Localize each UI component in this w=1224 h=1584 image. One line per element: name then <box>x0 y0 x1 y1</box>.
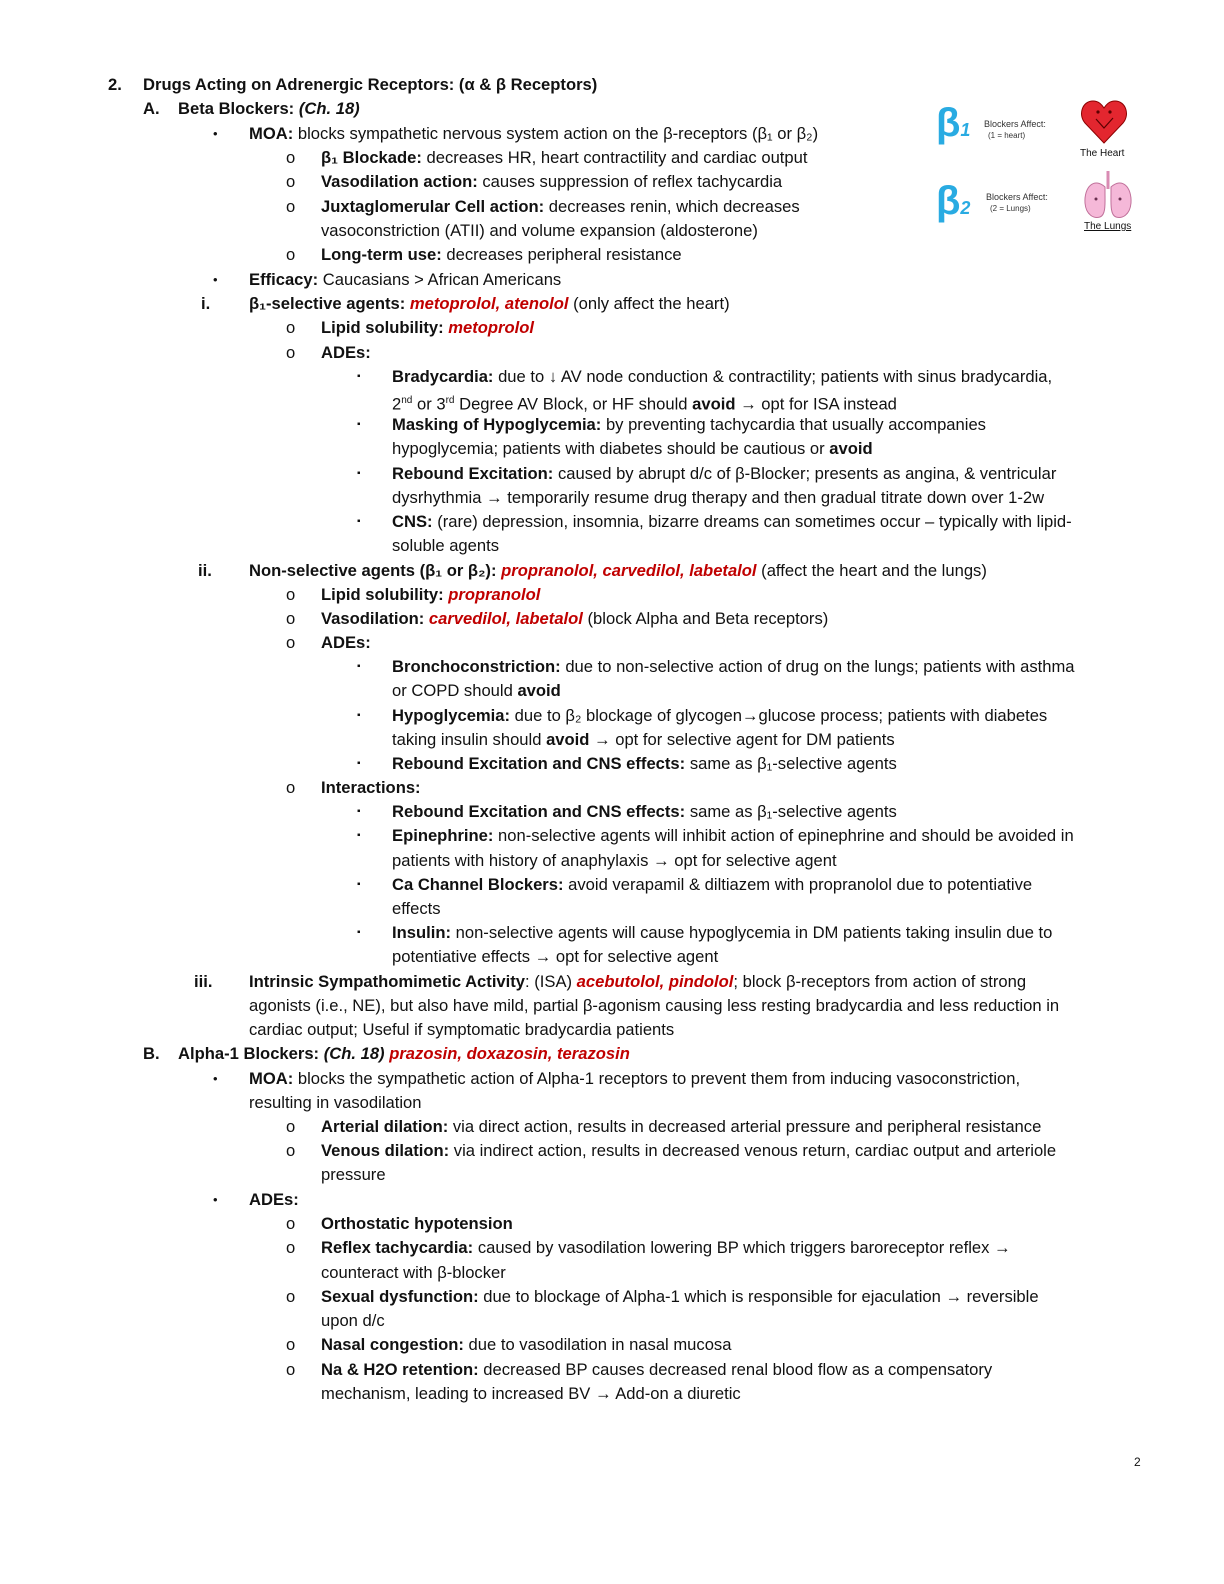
square-marker: ▪ <box>357 806 361 817</box>
alpha-moa-item: Arterial dilation: via direct action, results in decreased arterial pressure and peripheral resistance <box>321 1117 1042 1136</box>
beta2-key: (2 = Lungs) <box>990 204 1031 213</box>
interaction-item: Epinephrine: non-selective agents will inhibit action of epinephrine and should be avoided in <box>392 826 1074 845</box>
section-a-letter: A. <box>143 99 160 118</box>
nonselective-agents-line: Non-selective agents (β₁ or β₂): propranolol, carvedilol, labetalol (affect the heart and the lungs) <box>249 561 987 580</box>
alpha-ade-item-continued: mechanism, leading to increased BV → Add-on a diuretic <box>321 1384 741 1403</box>
lungs-icon <box>1082 169 1134 221</box>
interaction-item-continued: potentiative effects → opt for selective agent <box>392 947 719 966</box>
lipid-solubility-line: Lipid solubility: propranolol <box>321 585 541 604</box>
moa-item: Juxtaglomerular Cell action: decreases renin, which decreases <box>321 197 800 216</box>
bullet-marker: • <box>213 1071 218 1086</box>
ades-label: ADEs: <box>321 343 371 362</box>
ade-item: Rebound Excitation: caused by abrupt d/c of β-Blocker; presents as angina, & ventricular <box>392 464 1057 483</box>
heading-title: Drugs Acting on Adrenergic Receptors: (α & β Receptors) <box>143 75 598 94</box>
ade-item: Bronchoconstriction: due to non-selective action of drug on the lungs; patients with asthma <box>392 657 1075 676</box>
roman-ii: ii. <box>198 561 212 580</box>
interactions-label: Interactions: <box>321 778 421 797</box>
square-marker: ▪ <box>357 830 361 841</box>
square-marker: ▪ <box>357 468 361 479</box>
beta1-caption: Blockers Affect: <box>984 119 1046 129</box>
isa-line-3: cardiac output; Useful if symptomatic bradycardia patients <box>249 1020 675 1039</box>
square-marker: ▪ <box>357 419 361 430</box>
moa-line: MOA: blocks sympathetic nervous system action on the β-receptors (β₁ or β₂) <box>249 124 819 143</box>
circle-marker: o <box>286 1335 296 1354</box>
beta-receptor-figure <box>930 95 1140 235</box>
alpha-moa-line: MOA: blocks the sympathetic action of Alpha-1 receptors to prevent them from inducing vasoconstriction, <box>249 1069 1021 1088</box>
circle-marker: o <box>286 633 296 652</box>
isa-line: Intrinsic Sympathomimetic Activity: (ISA) acebutolol, pindolol; block β-receptors from action of strong <box>249 972 1027 991</box>
square-marker: ▪ <box>357 661 361 672</box>
ade-item: Rebound Excitation and CNS effects: same as β₁-selective agents <box>392 754 897 773</box>
vasodilation-line: Vasodilation: carvedilol, labetalol (block Alpha and Beta receptors) <box>321 609 829 628</box>
section-a-chapter: (Ch. 18) <box>298 99 360 118</box>
ade-item-continued: 2nd or 3rd Degree AV Block, or HF should avoid → opt for ISA instead <box>392 394 897 414</box>
interaction-item: Insulin: non-selective agents will cause hypoglycemia in DM patients taking insulin due to <box>392 923 1053 942</box>
alpha-ade-item: Na & H2O retention: decreased BP causes decreased renal blood flow as a compensatory <box>321 1360 993 1379</box>
ade-item: Bradycardia: due to ↓ AV node conduction & contractility; patients with sinus bradycardia, <box>392 367 1053 386</box>
section-b-heading: Alpha-1 Blockers: (Ch. 18) prazosin, doxazosin, terazosin <box>178 1044 630 1063</box>
ade-item-continued: or COPD should avoid <box>392 681 561 700</box>
beta1-key: (1 = heart) <box>988 131 1026 140</box>
square-marker: ▪ <box>357 371 361 382</box>
square-marker: ▪ <box>357 710 361 721</box>
moa-item: Vasodilation action: causes suppression of reflex tachycardia <box>321 172 783 191</box>
page-number: 2 <box>1134 1455 1141 1469</box>
ade-item-continued: taking insulin should avoid → opt for selective agent for DM patients <box>392 730 895 749</box>
heart-icon <box>1080 97 1128 147</box>
isa-line-2: agonists (i.e., NE), but also have mild, partial β-agonism causing less resting bradycardia and less reduction in <box>249 996 1060 1015</box>
interaction-item: Rebound Excitation and CNS effects: same as β₁-selective agents <box>392 802 897 821</box>
moa-item: β₁ Blockade: decreases HR, heart contractility and cardiac output <box>321 148 808 167</box>
lungs-label: The Lungs <box>1084 221 1132 232</box>
beta1-symbol: β1 <box>936 101 971 145</box>
section-a-title: Beta Blockers: <box>178 99 295 118</box>
alpha-moa-item-continued: pressure <box>321 1165 386 1184</box>
bullet-marker: • <box>213 272 218 287</box>
circle-marker: o <box>286 1287 296 1306</box>
alpha-moa-item: Venous dilation: via indirect action, results in decreased venous return, cardiac output and arteriole <box>321 1141 1057 1160</box>
beta2-symbol: β2 <box>936 179 971 223</box>
heart-label: The Heart <box>1080 148 1125 159</box>
alpha-ade-item: Sexual dysfunction: due to blockage of Alpha-1 which is responsible for ejaculation → reversible <box>321 1287 1039 1306</box>
roman-i: i. <box>201 294 211 313</box>
circle-marker: o <box>286 197 296 216</box>
interaction-item-continued: effects <box>392 899 441 918</box>
circle-marker: o <box>286 585 296 604</box>
bullet-marker: • <box>213 126 218 141</box>
ade-item: Masking of Hypoglycemia: by preventing tachycardia that usually accompanies <box>392 415 986 434</box>
section-b-letter: B. <box>143 1044 160 1063</box>
roman-iii: iii. <box>194 972 213 991</box>
circle-marker: o <box>286 1117 296 1136</box>
moa-item-continued: vasoconstriction (ATII) and volume expansion (aldosterone) <box>321 221 758 240</box>
square-marker: ▪ <box>357 927 361 938</box>
alpha-ade-item: Nasal congestion: due to vasodilation in nasal mucosa <box>321 1335 732 1354</box>
square-marker: ▪ <box>357 516 361 527</box>
circle-marker: o <box>286 778 296 797</box>
alpha-ade-item-continued: counteract with β-blocker <box>321 1263 506 1282</box>
circle-marker: o <box>286 609 296 628</box>
alpha-ades-label: ADEs: <box>249 1190 299 1209</box>
lipid-solubility-line: Lipid solubility: metoprolol <box>321 318 534 337</box>
ade-item: Hypoglycemia: due to β₂ blockage of glycogen→glucose process; patients with diabetes <box>392 706 1048 725</box>
square-marker: ▪ <box>357 758 361 769</box>
interaction-item-continued: patients with history of anaphylaxis → opt for selective agent <box>392 851 837 870</box>
alpha-moa-line-2: resulting in vasodilation <box>249 1093 422 1112</box>
efficacy-line: Efficacy: Caucasians > African Americans <box>249 270 562 289</box>
bullet-marker: • <box>213 1192 218 1207</box>
circle-marker: o <box>286 1141 296 1160</box>
heading-number: 2. <box>108 75 122 94</box>
ade-item-continued: hypoglycemia; patients with diabetes should be cautious or avoid <box>392 439 873 458</box>
alpha-ade-item-continued: upon d/c <box>321 1311 385 1330</box>
circle-marker: o <box>286 1360 296 1379</box>
circle-marker: o <box>286 318 296 337</box>
alpha-ade-item: Orthostatic hypotension <box>321 1214 513 1233</box>
circle-marker: o <box>286 343 296 362</box>
circle-marker: o <box>286 245 296 264</box>
section-b-title: Alpha-1 Blockers: <box>178 1044 320 1063</box>
square-marker: ▪ <box>357 879 361 890</box>
circle-marker: o <box>286 1238 296 1257</box>
beta2-caption: Blockers Affect: <box>986 192 1048 202</box>
ade-item-continued: dysrhythmia → temporarily resume drug therapy and then gradual titrate down over 1-2w <box>392 488 1045 507</box>
selective-agents-line: β₁-selective agents: metoprolol, atenolol (only affect the heart) <box>249 294 730 313</box>
circle-marker: o <box>286 148 296 167</box>
ade-item: CNS: (rare) depression, insomnia, bizarre dreams can sometimes occur – typically with lipid- <box>392 512 1072 531</box>
ades-label: ADEs: <box>321 633 371 652</box>
alpha-ade-item: Reflex tachycardia: caused by vasodilation lowering BP which triggers baroreceptor reflex → <box>321 1238 1011 1257</box>
ade-item-continued: soluble agents <box>392 536 500 555</box>
circle-marker: o <box>286 1214 296 1233</box>
circle-marker: o <box>286 172 296 191</box>
section-a-heading <box>178 99 360 119</box>
moa-item: Long-term use: decreases peripheral resistance <box>321 245 682 264</box>
interaction-item: Ca Channel Blockers: avoid verapamil & diltiazem with propranolol due to potentiative <box>392 875 1033 894</box>
